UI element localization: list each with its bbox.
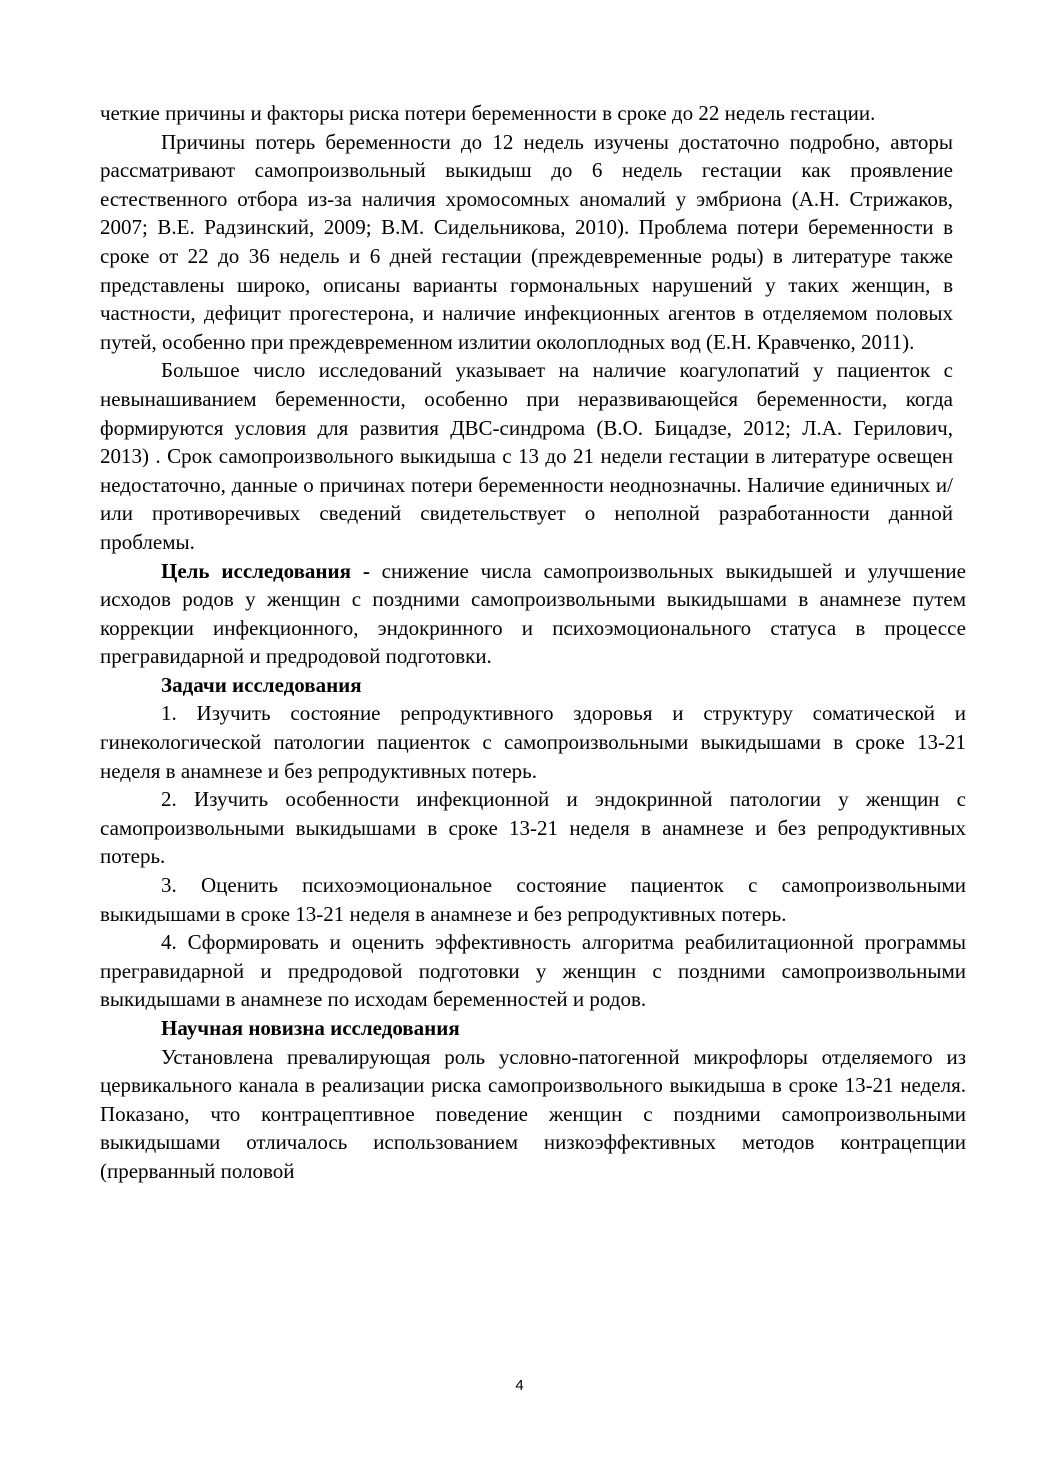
paragraph-coagulopathy: Большое число исследований указывает на наличие коагулопатий у пациенток с невынашиванием беременности, особенно при неразвивающейся беременности, когда формируются условия для развития ДВС-синдрома (В.О. Бицадзе, 2012; Л.А. Герилович, 2013) . Срок самопроизвольного выкидыша с 13 до 21 недели гестации в литературе освещен недостаточно, данные о причинах потери беременности неоднозначны. Наличие единичных и/или противоречивых сведений свидетельствует о неполной разработанности данной проблемы.: [100, 358, 953, 554]
task-item-2: 2. Изучить особенности инфекционной и эндокринной патологии у женщин с самопроизвольными выкидышами в сроке 13-21 неделя в анамнезе и без репродуктивных потерь.: [100, 787, 966, 869]
task-item-3: 3. Оценить психоэмоциональное состояние пациенток с самопроизвольными выкидышами в сроке 13-21 неделя в анамнезе и без репродуктивных потерь.: [100, 873, 966, 926]
paragraph-causes: Причины потерь беременности до 12 недель изучены достаточно подробно, авторы рассматривают самопроизвольный выкидыш до 6 недель гестации как проявление естественного отбора из-за наличия хромосомных аномалий у эмбриона (А.Н. Стрижаков, 2007; В.Е. Радзинский, 2009; В.М. Сидельникова, 2010). Проблема потери беременности в сроке от 22 до 36 недель и 6 дней гестации (преждевременные роды) в литературе также представлены широко, описаны варианты гормональных нарушений у таких женщин, в частности, дефицит прогестерона, и наличие инфекционных агентов в отделяемом половых путей, особенно при преждевременном излитии околоплодных вод (Е.Н. Кравченко, 2011).: [100, 129, 953, 354]
goal-text: снижение числа самопроизвольных выкидышей и улучшение исходов родов у женщин с поздними самопроизвольными выкидышами в анамнезе путем коррекции инфекционного, эндокринного и психоэмоционального статуса в процессе прегравидарной и предродовой подготовки.: [100, 558, 966, 669]
paragraph-novelty: Установлена превалирующая роль условно-патогенной микрофлоры отделяемого из цервикального канала в реализации риска самопроизвольного выкидыша в сроке 13-21 неделя. Показано, что контрацептивное поведение женщин с поздними самопроизвольными выкидышами отличалось использованием низкоэффективных методов контрацепции (прерванный половой: [100, 1044, 966, 1183]
paragraph-goal: [100, 557, 966, 671]
document-page: [100, 99, 966, 1186]
page-number: 4: [515, 1377, 524, 1394]
task-item-4: 4. Сформировать и оценить эффективность алгоритма реабилитационной программы прегравидарной и предродовой подготовки у женщин с поздними самопроизвольными выкидышами в анамнезе по исходам беременностей и родов.: [100, 930, 966, 1012]
paragraph-intro: четкие причины и факторы риска потери беременности в сроке до 22 недель гестации.: [100, 101, 876, 125]
novelty-heading: Научная новизна исследования: [161, 1016, 460, 1040]
tasks-heading: Задачи исследования: [161, 672, 362, 697]
task-item-1: 1. Изучить состояние репродуктивного здоровья и структуру соматической и гинекологической патологии пациенток с самопроизвольными выкидышами в сроке 13-21 неделя в анамнезе и без репродуктивных потерь.: [100, 701, 966, 783]
goal-label: Цель исследования -: [161, 558, 370, 583]
